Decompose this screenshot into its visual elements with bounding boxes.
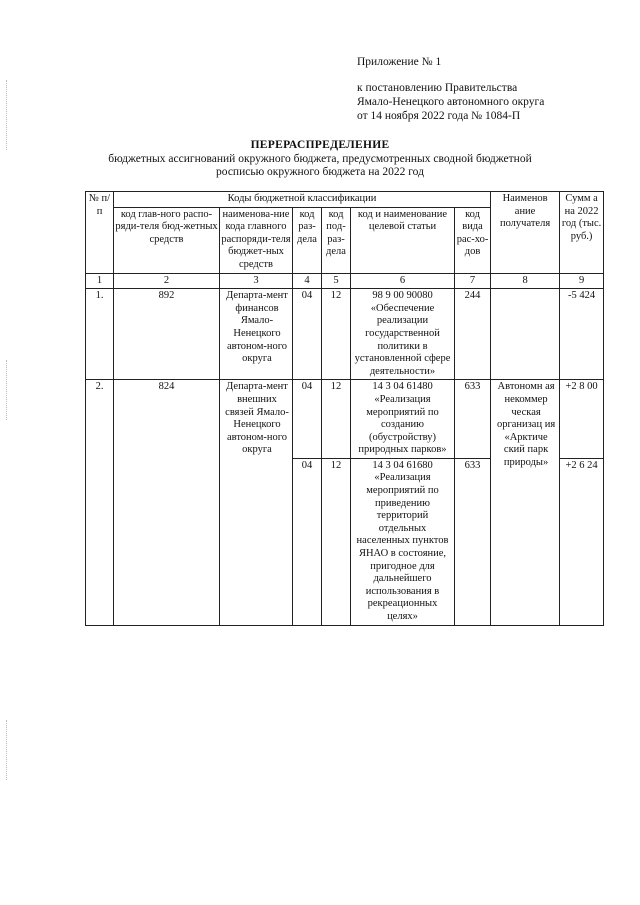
appendix-date: от 14 ноября 2022 года № 1084-П bbox=[357, 110, 521, 122]
razdel-code: 04 bbox=[293, 458, 322, 625]
table-row bbox=[86, 380, 604, 459]
column-number: 8 bbox=[491, 273, 560, 289]
header-cell: наименова-ние кода главного распоряди-теля бюджет-ных средств bbox=[220, 207, 293, 273]
title-subtitle: росписью окружного бюджета на 2022 год bbox=[216, 166, 424, 178]
sum-value: -5 424 bbox=[560, 289, 604, 380]
column-number: 1 bbox=[86, 273, 114, 289]
header-cell: код и наименование целевой статьи bbox=[351, 207, 455, 273]
header-cell: код глав-ного распо-ряди-теля бюд-жетных средств bbox=[114, 207, 220, 273]
appendix-line: к постановлению Правительства bbox=[357, 82, 518, 94]
header-cell: Сумм а на 2022 год (тыс. руб.) bbox=[560, 192, 604, 274]
table-row bbox=[86, 289, 604, 380]
column-number: 3 bbox=[220, 273, 293, 289]
header-cell: код под-раз-дела bbox=[322, 207, 351, 273]
appendix-block bbox=[357, 55, 544, 123]
podrazdel-code: 12 bbox=[322, 380, 351, 459]
podrazdel-code: 12 bbox=[322, 458, 351, 625]
header-cell: код вида рас-хо-дов bbox=[455, 207, 491, 273]
column-number: 2 bbox=[114, 273, 220, 289]
title-heading: ПЕРЕРАСПРЕДЕЛЕНИЕ bbox=[250, 139, 390, 151]
razdel-code: 04 bbox=[293, 380, 322, 459]
expense-type-code: 244 bbox=[455, 289, 491, 380]
grbs-name: Департа-мент внешних связей Ямало-Ненецкого автоном-ного округа bbox=[220, 380, 293, 625]
header-row bbox=[86, 192, 604, 208]
row-number: 1. bbox=[86, 289, 114, 380]
column-number: 4 bbox=[293, 273, 322, 289]
grbs-name: Департа-мент финансов Ямало-Ненецкого автоном-ного округа bbox=[220, 289, 293, 380]
column-number: 6 bbox=[351, 273, 455, 289]
grbs-code: 892 bbox=[114, 289, 220, 380]
left-margin-marks bbox=[6, 720, 8, 780]
expense-type-code: 633 bbox=[455, 458, 491, 625]
header-cell: Наименов ание получателя bbox=[491, 192, 560, 274]
column-number: 5 bbox=[322, 273, 351, 289]
grbs-code: 824 bbox=[114, 380, 220, 625]
recipient-name bbox=[491, 289, 560, 380]
title-subtitle: бюджетных ассигнований окружного бюджета, предусмотренных сводной бюджетной bbox=[108, 152, 532, 165]
target-article: 14 3 04 61480 «Реализация мероприятий по созданию (обустройству) природных парков» bbox=[351, 380, 455, 459]
header-cell: № п/п bbox=[86, 192, 114, 274]
column-number-row bbox=[86, 273, 604, 289]
target-article: 14 3 04 61680 «Реализация мероприятий по приведению территорий отдельных населенных пунктов ЯНАО в состояние, пригодное для дальнейшего использования в рекреационных целях» bbox=[351, 458, 455, 625]
redistribution-table bbox=[85, 191, 604, 626]
header-cell: Коды бюджетной классификации bbox=[114, 192, 491, 208]
header-cell: код раз-дела bbox=[293, 207, 322, 273]
left-margin-marks bbox=[6, 360, 8, 420]
row-number: 2. bbox=[86, 380, 114, 625]
appendix-line: Ямало-Ненецкого автономного округа bbox=[357, 96, 545, 108]
podrazdel-code: 12 bbox=[322, 289, 351, 380]
appendix-number: Приложение № 1 bbox=[357, 56, 442, 68]
column-number: 9 bbox=[560, 273, 604, 289]
sum-value: +2 8 00 bbox=[560, 380, 604, 459]
document-title bbox=[0, 139, 640, 180]
column-number: 7 bbox=[455, 273, 491, 289]
razdel-code: 04 bbox=[293, 289, 322, 380]
target-article: 98 9 00 90080 «Обеспечение реализации государственной политики в установленной сфере деятельности» bbox=[351, 289, 455, 380]
sum-value: +2 6 24 bbox=[560, 458, 604, 625]
recipient-name: Автономн ая некоммер ческая организац ия «Арктиче ский парк природы» bbox=[491, 380, 560, 625]
expense-type-code: 633 bbox=[455, 380, 491, 459]
